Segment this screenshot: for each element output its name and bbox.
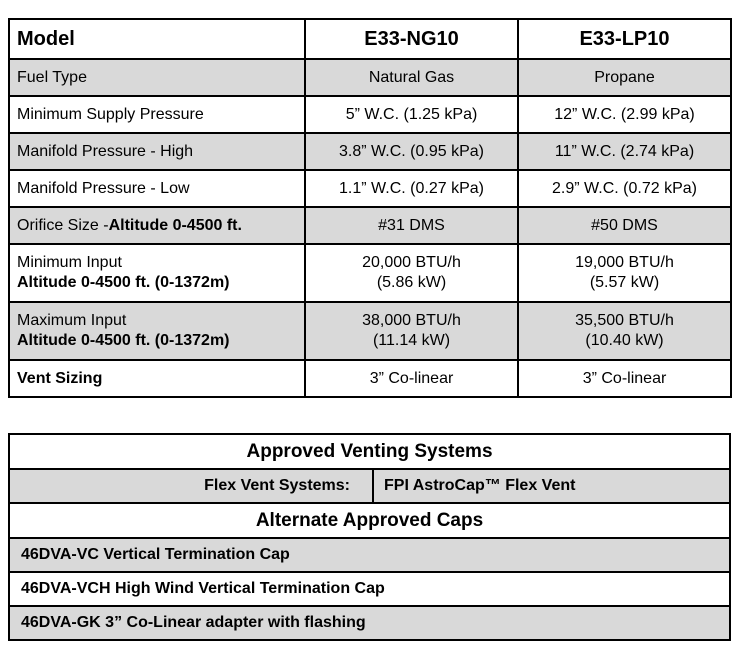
row-label-line1: Maximum Input xyxy=(17,312,127,329)
row-label-altitude: Altitude 0-4500 ft. (0-1372m) xyxy=(17,274,230,291)
cap-row xyxy=(9,606,730,640)
cap-item: 46DVA-GK 3” Co-Linear adapter with flashing xyxy=(9,606,730,640)
row-label: Manifold Pressure - Low xyxy=(9,170,305,207)
lp-kw: (10.40 kW) xyxy=(585,332,664,349)
venting-table xyxy=(8,433,731,641)
lp-value xyxy=(518,244,731,302)
alternate-caps-title: Alternate Approved Caps xyxy=(9,503,730,538)
lp-value: Propane xyxy=(518,59,731,96)
row-maximum-input xyxy=(9,302,731,360)
row-label: Vent Sizing xyxy=(9,360,305,397)
row-label xyxy=(9,207,305,244)
specifications-table xyxy=(8,18,732,398)
lp-value: 11” W.C. (2.74 kPa) xyxy=(518,133,731,170)
lp-btu: 35,500 BTU/h xyxy=(575,312,674,329)
ng-value xyxy=(305,244,518,302)
row-minimum-input xyxy=(9,244,731,302)
cap-item: 46DVA-VC Vertical Termination Cap xyxy=(9,538,730,572)
row-label-altitude: Altitude 0-4500 ft. xyxy=(108,216,242,234)
flex-vent-value: FPI AstroCap™ Flex Vent xyxy=(373,469,730,503)
row-label xyxy=(9,244,305,302)
ng-value: 5” W.C. (1.25 kPa) xyxy=(305,96,518,133)
ng-btu: 20,000 BTU/h xyxy=(362,254,461,271)
header-ng-model: E33-NG10 xyxy=(305,19,518,59)
lp-btu: 19,000 BTU/h xyxy=(575,254,674,271)
ng-value xyxy=(305,302,518,360)
lp-value: 12” W.C. (2.99 kPa) xyxy=(518,96,731,133)
row-fuel-type xyxy=(9,59,731,96)
ng-value: #31 DMS xyxy=(305,207,518,244)
row-label xyxy=(9,302,305,360)
row-label-altitude: Altitude 0-4500 ft. (0-1372m) xyxy=(17,332,230,349)
cap-item: 46DVA-VCH High Wind Vertical Termination Cap xyxy=(9,572,730,606)
ng-kw: (5.86 kW) xyxy=(376,274,447,291)
header-model-label: Model xyxy=(9,19,305,59)
lp-value: #50 DMS xyxy=(518,207,731,244)
ng-btu: 38,000 BTU/h xyxy=(362,312,461,329)
row-vent-sizing xyxy=(9,360,731,397)
lp-value: 2.9” W.C. (0.72 kPa) xyxy=(518,170,731,207)
row-label: Manifold Pressure - High xyxy=(9,133,305,170)
ng-value: 3.8” W.C. (0.95 kPa) xyxy=(305,133,518,170)
lp-kw: (5.57 kW) xyxy=(589,274,660,291)
row-manifold-pressure-low xyxy=(9,170,731,207)
row-manifold-pressure-high xyxy=(9,133,731,170)
row-minimum-supply-pressure xyxy=(9,96,731,133)
row-orifice-size xyxy=(9,207,731,244)
lp-value xyxy=(518,302,731,360)
venting-title-row xyxy=(9,434,730,469)
header-lp-model: E33-LP10 xyxy=(518,19,731,59)
ng-value: Natural Gas xyxy=(305,59,518,96)
lp-value: 3” Co-linear xyxy=(518,360,731,397)
row-label: Minimum Supply Pressure xyxy=(9,96,305,133)
row-label-line1: Minimum Input xyxy=(17,254,122,271)
alternate-caps-title-row xyxy=(9,503,730,538)
row-label: Fuel Type xyxy=(9,59,305,96)
ng-value: 1.1” W.C. (0.27 kPa) xyxy=(305,170,518,207)
cap-row xyxy=(9,572,730,606)
row-label-prefix: Orifice Size - xyxy=(17,216,109,234)
header-row xyxy=(9,19,731,59)
venting-title: Approved Venting Systems xyxy=(9,434,730,469)
flex-vent-label: Flex Vent Systems: xyxy=(9,469,373,503)
ng-kw: (11.14 kW) xyxy=(372,332,451,349)
cap-row xyxy=(9,538,730,572)
flex-vent-row xyxy=(9,469,730,503)
ng-value: 3” Co-linear xyxy=(305,360,518,397)
